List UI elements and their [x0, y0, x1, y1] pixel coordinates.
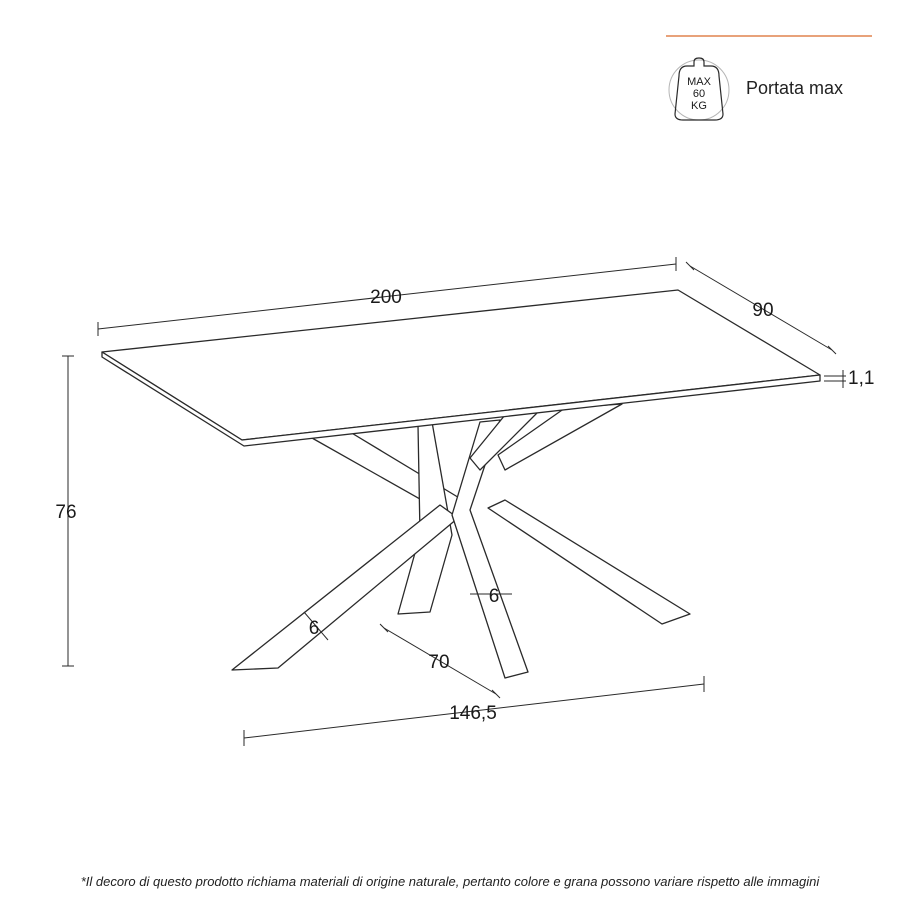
weight-icon-line3: KG: [691, 100, 707, 112]
load-capacity-label: Portata max: [746, 78, 844, 98]
dim-label-offset: 70: [428, 652, 450, 673]
dim-label-height: 76: [55, 502, 77, 523]
weight-icon: [667, 56, 731, 124]
dim-label-depth: 90: [752, 300, 774, 321]
dim-label-base: 146,5: [449, 703, 497, 724]
weight-icon-line2: 60: [692, 88, 706, 100]
disclaimer-footnote: *Il decoro di questo prodotto richiama materiali di origine naturale, pertanto colore e grana possono variare rispetto alle immagini: [80, 874, 820, 889]
table-top: [102, 290, 820, 446]
dim-label-length: 200: [370, 287, 402, 308]
dim-label-leg-center: 6: [488, 586, 500, 607]
weight-icon-line1: MAX: [687, 76, 711, 88]
dim-label-thickness: 1,1: [848, 368, 875, 389]
dim-label-leg-front: 6: [308, 618, 320, 639]
table-base-legs: [232, 404, 690, 678]
leg-back-right: [488, 500, 690, 624]
